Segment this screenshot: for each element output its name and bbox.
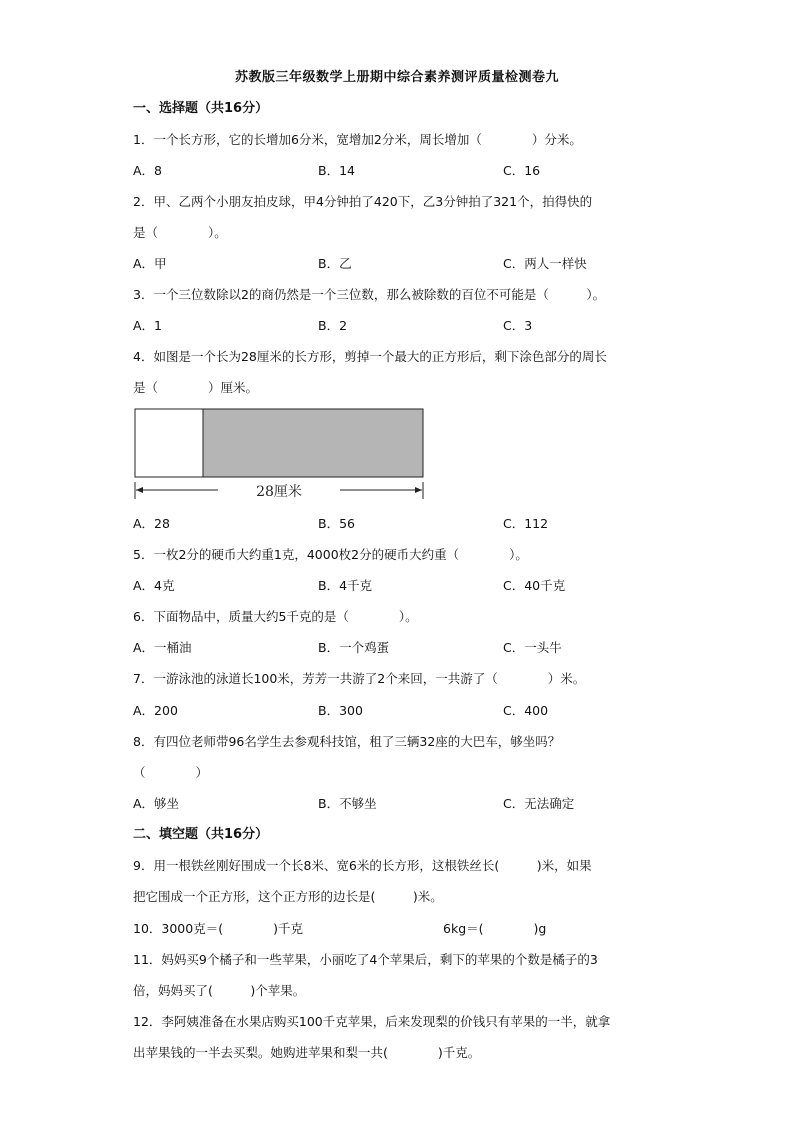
- question-7: 7．一游泳池的泳道长100米，芳芳一共游了2个来回，一共游了（ ）米。: [133, 671, 586, 686]
- question-8-line2: （ ）: [133, 765, 209, 780]
- question-1: 1．一个长方形，它的长增加6分米，宽增加2分米，周长增加（ ）分米。: [133, 132, 582, 147]
- q6-option-c: C．一头牛: [503, 640, 562, 655]
- q8-option-b: B．不够坐: [318, 796, 377, 811]
- shaded-rectangle: [203, 409, 423, 477]
- question-2-line1: 2．甲、乙两个小朋友拍皮球，甲4分钟拍了420下，乙3分钟拍了321个，拍得快的: [133, 194, 593, 209]
- dimension-label: 28厘米: [256, 484, 302, 500]
- question-9-line2: 把它围成一个正方形，这个正方形的边长是( )米。: [133, 889, 443, 904]
- q3-option-b: B．2: [318, 318, 348, 333]
- question-3: 3．一个三位数除以2的商仍然是一个三位数，那么被除数的百位不可能是（ ）。: [133, 287, 606, 302]
- q7-option-c: C．400: [503, 703, 549, 718]
- q8-option-a: A．够坐: [133, 796, 180, 811]
- q3-option-a: A．1: [133, 318, 163, 333]
- q3-option-c: C．3: [503, 318, 533, 333]
- arrow-right-icon: [415, 487, 422, 493]
- q5-option-a: A．4克: [133, 578, 175, 593]
- q1-option-a: A．8: [133, 163, 163, 178]
- q2-option-b: B．乙: [318, 256, 352, 271]
- rectangle-figure: [134, 408, 426, 500]
- q1-option-b: B．14: [318, 163, 355, 178]
- question-10-right: 6kg＝( )g: [443, 921, 547, 936]
- question-11-line1: 11．妈妈买9个橘子和一些苹果，小丽吃了4个苹果后，剩下的苹果的个数是橘子的3: [133, 952, 598, 967]
- section-heading-fill: 二、填空题（共16分）: [133, 827, 269, 842]
- q7-option-a: A．200: [133, 703, 178, 718]
- section-heading-choice: 一、选择题（共16分）: [133, 101, 269, 116]
- arrow-left-icon: [136, 487, 143, 493]
- q5-option-b: B．4千克: [318, 578, 373, 593]
- q6-option-a: A．一桶油: [133, 640, 192, 655]
- q4-option-c: C．112: [503, 516, 549, 531]
- q8-option-c: C．无法确定: [503, 796, 575, 811]
- q4-option-b: B．56: [318, 516, 355, 531]
- question-12-line1: 12．李阿姨准备在水果店购买100千克苹果，后来发现梨的价钱只有苹果的一半，就拿: [133, 1014, 611, 1029]
- question-4-line1: 4．如图是一个长为28厘米的长方形，剪掉一个最大的正方形后，剩下涂色部分的周长: [133, 349, 607, 364]
- question-4-line2: 是（ ）厘米。: [133, 380, 259, 395]
- q4-option-a: A．28: [133, 516, 170, 531]
- q6-option-b: B．一个鸡蛋: [318, 640, 390, 655]
- question-10-left: 10．3000克＝( )千克: [133, 921, 303, 936]
- q5-option-c: C．40千克: [503, 578, 566, 593]
- question-12-line2: 出苹果钱的一半去买梨。她购进苹果和梨一共( )千克。: [133, 1045, 481, 1060]
- question-2-line2: 是（ ）。: [133, 225, 227, 240]
- question-8-line1: 8．有四位老师带96名学生去参观科技馆，租了三辆32座的大巴车，够坐吗？: [133, 734, 561, 749]
- question-9-line1: 9．用一根铁丝刚好围成一个长8米、宽6米的长方形，这根铁丝长( )米，如果: [133, 858, 592, 873]
- cut-square: [135, 409, 203, 477]
- question-5: 5．一枚2分的硬币大约重1克，4000枚2分的硬币大约重（ ）。: [133, 547, 528, 562]
- question-11-line2: 倍，妈妈买了( )个苹果。: [133, 983, 306, 998]
- page-title: 苏教版三年级数学上册期中综合素养测评质量检测卷九: [234, 70, 559, 85]
- q7-option-b: B．300: [318, 703, 363, 718]
- q2-option-c: C．两人一样快: [503, 256, 587, 271]
- q1-option-c: C．16: [503, 163, 541, 178]
- question-6: 6．下面物品中，质量大约5千克的是（ ）。: [133, 609, 418, 624]
- q2-option-a: A．甲: [133, 256, 167, 271]
